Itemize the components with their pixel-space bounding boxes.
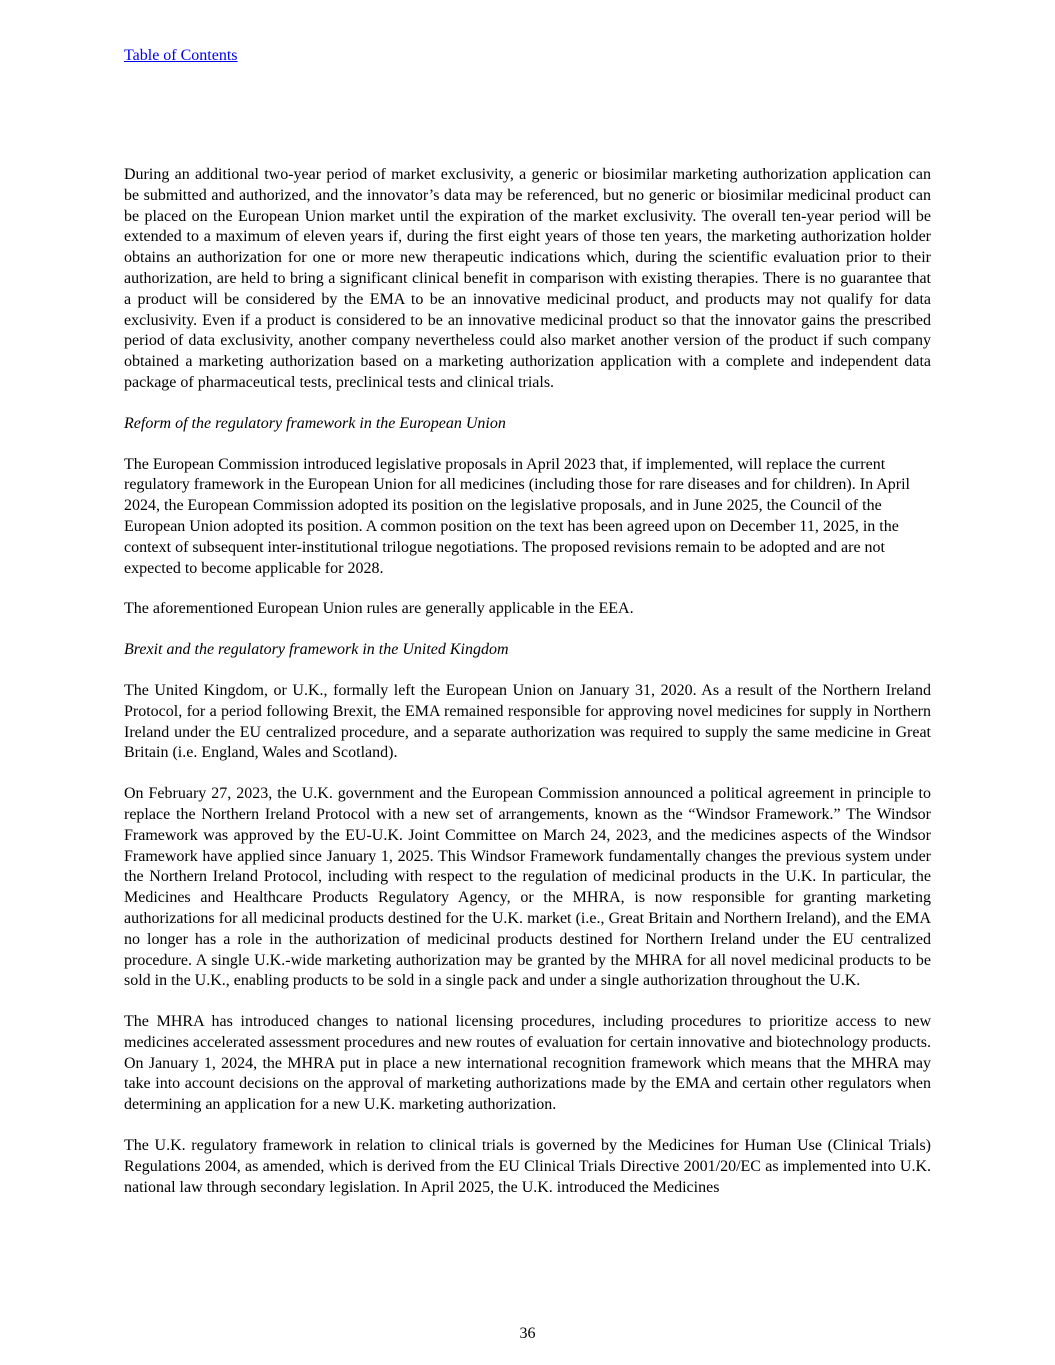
paragraph-uk-clinical-trials: The U.K. regulatory framework in relation to clinical trials is governed by the Medicines for Human Use (Clinical Trials) Regulations 2004, as amended, which is derived from the EU Clinical Trials Directive 2001/20/EC as implemented into U.K. national law through secondary legislation. In April 2025, the U.K. introduced the Medicines xyxy=(124,1137,931,1196)
paragraph-eea-applicability: The aforementioned European Union rules are generally applicable in the EEA. xyxy=(124,600,634,618)
table-of-contents-link[interactable]: Table of Contents xyxy=(124,47,238,64)
document-body xyxy=(0,165,1055,1198)
paragraph-market-exclusivity: During an additional two-year period of market exclusivity, a generic or biosimilar marketing authorization application can be submitted and authorized, and the innovator’s data may be referenced, but no generic or biosimilar medicinal product can be placed on the European Union market until the expiration of the market exclusivity. The overall ten-year period will be extended to a maximum of eleven years if, during the first eight years of those ten years, the marketing authorization holder obtains an authorization for one or more new therapeutic indications which, during the scientific evaluation prior to their authorization, are held to bring a significant clinical benefit in comparison with existing therapies. There is no guarantee that a product will be considered by the EMA to be an innovative medicinal product, and products may not qualify for data exclusivity. Even if a product is considered to be an innovative medicinal product so that the innovator gains the prescribed period of data exclusivity, another company nevertheless could also market another version of the product if such company obtained a marketing authorization based on a marketing authorization application with a complete and independent data package of pharmaceutical tests, preclinical tests and clinical trials. xyxy=(124,166,931,391)
page-header xyxy=(0,0,1055,65)
paragraph-uk-left-eu: The United Kingdom, or U.K., formally left the European Union on January 31, 2020. As a result of the Northern Ireland Protocol, for a period following Brexit, the EMA remained responsible for approving novel medicines for supply in Northern Ireland under the EU centralized procedure, and a separate authorization was required to supply the same medicine in Great Britain (i.e. England, Wales and Scotland). xyxy=(124,681,931,762)
heading-brexit-uk-framework: Brexit and the regulatory framework in the United Kingdom xyxy=(124,641,509,659)
paragraph-windsor-framework: On February 27, 2023, the U.K. government and the European Commission announced a political agreement in principle to replace the Northern Ireland Protocol with a new set of arrangements, known as the “Windsor Framework.” The Windsor Framework was approved by the EU-U.K. Joint Committee on March 24, 2023, and the medicines aspects of the Windsor Framework have applied since January 1, 2025. This Windsor Framework fundamentally changes the previous system under the Northern Ireland Protocol, including with respect to the regulation of medicinal products in the U.K. In particular, the Medicines and Healthcare Products Regulatory Agency, or the MHRA, is now responsible for granting marketing authorizations for all medicinal products destined for the U.K. market (i.e., Great Britain and Northern Ireland), and the EMA no longer has a role in the authorization of medicinal products destined for Northern Ireland under the EU centralized procedure. A single U.K.-wide marketing authorization may be granted by the MHRA for all novel medicinal products to be sold in the U.K., enabling products to be sold in a single pack and under a single authorization throughout the U.K. xyxy=(124,785,931,990)
heading-eu-regulatory-reform: Reform of the regulatory framework in the European Union xyxy=(124,414,506,432)
page-number: 36 xyxy=(519,1325,536,1342)
paragraph-mhra-licensing-changes: The MHRA has introduced changes to national licensing procedures, including procedures to prioritize access to new medicines accelerated assessment procedures and new routes of evaluation for certain innovative and biotechnology products. On January 1, 2024, the MHRA put in place a new international recognition framework which means that the MHRA may take into account decisions on the approval of marketing authorizations made by the EMA and certain other regulators when determining an application for a new U.K. marketing authorization. xyxy=(124,1013,931,1114)
paragraph-eu-legislative-proposals: The European Commission introduced legislative proposals in April 2023 that, if implemented, will replace the current regulatory framework in the European Union for all medicines (including those for rare diseases and for children). In April 2024, the European Commission adopted its position on the legislative proposals, and in June 2025, the Council of the European Union adopted its position. A common position on the text has been agreed upon on December 11, 2025, in the context of subsequent inter-institutional trilogue negotiations. The proposed revisions remain to be adopted and are not expected to become applicable for 2028. xyxy=(124,455,910,577)
